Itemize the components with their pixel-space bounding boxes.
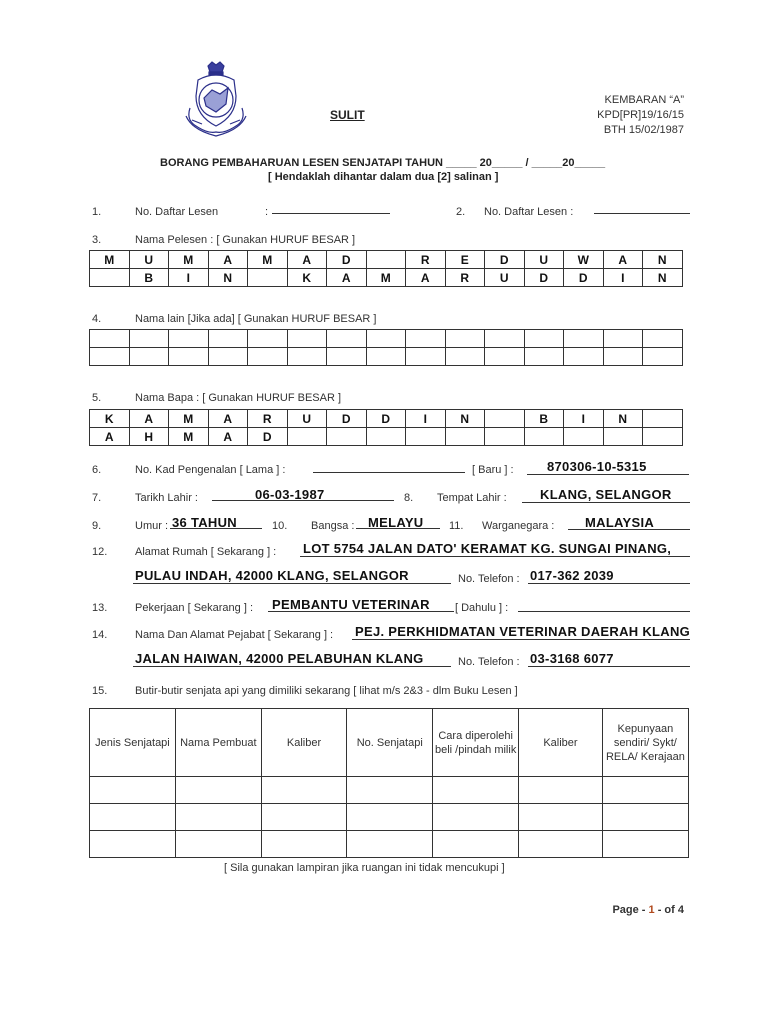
grid-cell: D (366, 410, 406, 428)
grid-row (90, 330, 683, 348)
grid-cell: W (564, 251, 604, 269)
grid-cell: U (524, 251, 564, 269)
grid-cell (90, 330, 130, 348)
previous-occupation-label: [ Dahulu ] : (455, 602, 509, 614)
column-header: Kaliber (519, 709, 603, 777)
grid-cell (366, 330, 406, 348)
table-cell[interactable] (261, 804, 347, 831)
grid-cell (366, 428, 406, 446)
table-cell[interactable] (261, 777, 347, 804)
field-number: 8. (404, 492, 414, 504)
grid-cell (445, 330, 485, 348)
grid-cell: A (287, 251, 327, 269)
grid-cell (564, 348, 604, 366)
table-cell[interactable] (433, 777, 519, 804)
field-number: 15. (92, 685, 108, 697)
grid-cell: I (169, 269, 209, 287)
table-row (90, 777, 689, 804)
office-address-line1: PEJ. PERKHIDMATAN VETERINAR DAERAH KLANG (355, 624, 691, 639)
grid-cell: M (169, 410, 209, 428)
home-phone-value: 017-362 2039 (530, 568, 614, 583)
birth-place-label: Tempat Lahir : (437, 492, 507, 504)
field-number: 6. (92, 464, 102, 476)
ic-old-label: No. Kad Pengenalan [ Lama ] : (135, 464, 286, 476)
grid-cell: N (643, 251, 683, 269)
column-header: Nama Pembuat (175, 709, 261, 777)
nationality-value: MALAYSIA (585, 515, 655, 530)
reference-date: BTH 15/02/1987 (603, 124, 684, 136)
grid-cell (366, 348, 406, 366)
birth-date-label: Tarikh Lahir : (135, 492, 198, 504)
grid-cell: M (169, 251, 209, 269)
grid-cell (287, 348, 327, 366)
form-subtitle: [ Hendaklah dihantar dalam dua [2] salinan ] (268, 171, 499, 183)
father-name-label: Nama Bapa : [ Gunakan HURUF BESAR ] (135, 392, 342, 404)
page-prefix: Page - (612, 904, 649, 916)
grid-cell (643, 410, 683, 428)
other-name-label: Nama lain [Jika ada] [ Gunakan HURUF BESAR ] (135, 313, 377, 325)
occupation-field[interactable] (268, 611, 454, 612)
grid-cell: B (524, 410, 564, 428)
occupation-value: PEMBANTU VETERINAR (272, 597, 430, 612)
grid-cell (327, 348, 367, 366)
grid-cell (248, 348, 288, 366)
ic-new-field[interactable] (527, 474, 689, 475)
birth-date-value: 06-03-1987 (255, 487, 325, 502)
grid-cell: I (603, 269, 643, 287)
page-indicator (612, 904, 684, 916)
copy-label: KEMBARAN “A” (604, 94, 684, 106)
grid-cell: D (327, 410, 367, 428)
grid-cell (208, 348, 248, 366)
column-header: Jenis Senjatapi (90, 709, 176, 777)
grid-cell (169, 348, 209, 366)
grid-cell (327, 330, 367, 348)
table-cell[interactable] (90, 777, 176, 804)
grid-cell: I (406, 410, 446, 428)
race-value: MELAYU (368, 515, 424, 530)
grid-cell: R (445, 269, 485, 287)
grid-cell: M (248, 251, 288, 269)
grid-cell (90, 269, 130, 287)
home-address-field-2[interactable] (133, 583, 451, 584)
home-address-label: Alamat Rumah [ Sekarang ] : (135, 546, 277, 558)
grid-cell: N (603, 410, 643, 428)
field-number: 5. (92, 392, 102, 404)
grid-cell: D (248, 428, 288, 446)
table-cell[interactable] (602, 804, 688, 831)
grid-cell: U (485, 269, 525, 287)
grid-cell (643, 330, 683, 348)
table-cell[interactable] (347, 831, 433, 858)
grid-cell: N (643, 269, 683, 287)
home-address-line2: PULAU INDAH, 42000 KLANG, SELANGOR (135, 568, 409, 583)
grid-cell (603, 330, 643, 348)
office-phone-value: 03-3168 6077 (530, 651, 614, 666)
table-cell[interactable] (261, 831, 347, 858)
reference-block (597, 93, 684, 138)
attachment-note: [ Sila gunakan lampiran jika ruangan ini tidak mencukupi ] (224, 862, 505, 874)
page-current: 1 (648, 904, 655, 916)
field-number: 13. (92, 602, 108, 614)
grid-cell: N (445, 410, 485, 428)
grid-cell (248, 330, 288, 348)
grid-cell (406, 428, 446, 446)
field-number: 11. (449, 520, 464, 532)
grid-cell (603, 428, 643, 446)
grid-cell (485, 428, 525, 446)
grid-cell (564, 428, 604, 446)
colon: : (265, 206, 269, 218)
grid-cell (485, 410, 525, 428)
table-cell[interactable] (90, 831, 176, 858)
father-name-grid[interactable] (89, 409, 683, 446)
age-label: Umur : (135, 520, 168, 532)
grid-cell (485, 348, 525, 366)
table-row (90, 831, 689, 858)
classification-label: SULIT (330, 108, 365, 122)
table-cell[interactable] (519, 804, 603, 831)
home-phone-field[interactable] (528, 583, 690, 584)
grid-cell: N (208, 269, 248, 287)
reference-code: KPD[PR]19/16/15 (597, 109, 684, 121)
table-cell[interactable] (90, 804, 176, 831)
table-cell[interactable] (347, 777, 433, 804)
field-number: 3. (92, 234, 102, 246)
nationality-label: Warganegara : (482, 520, 555, 532)
grid-cell: R (248, 410, 288, 428)
table-cell[interactable] (519, 831, 603, 858)
form-title: BORANG PEMBAHARUAN LESEN SENJATAPI TAHUN _____ 20_____ / _____20_____ (160, 157, 606, 169)
grid-cell: A (406, 269, 446, 287)
grid-cell (169, 330, 209, 348)
grid-cell (524, 330, 564, 348)
grid-cell (129, 330, 169, 348)
grid-row (90, 428, 683, 446)
office-address-label: Nama Dan Alamat Pejabat [ Sekarang ] : (135, 629, 334, 641)
table-cell[interactable] (602, 831, 688, 858)
other-name-grid[interactable] (89, 329, 683, 366)
field-number: 1. (92, 206, 102, 218)
birth-date-field[interactable] (212, 500, 394, 501)
occupation-label: Pekerjaan [ Sekarang ] : (135, 602, 254, 614)
license-register-label-2: No. Daftar Lesen : (484, 206, 574, 218)
grid-row (90, 348, 683, 366)
column-header: Kepunyaan sendiri/ Sykt/ RELA/ Kerajaan (602, 709, 688, 777)
ic-old-field[interactable] (313, 472, 465, 473)
grid-cell: H (129, 428, 169, 446)
grid-cell: K (90, 410, 130, 428)
grid-cell: K (287, 269, 327, 287)
grid-cell: A (208, 410, 248, 428)
grid-cell (287, 330, 327, 348)
grid-cell (208, 330, 248, 348)
birth-place-field[interactable] (522, 502, 690, 503)
race-field[interactable] (356, 528, 440, 529)
grid-cell: I (564, 410, 604, 428)
previous-occupation-field[interactable] (518, 611, 690, 612)
ic-new-label: [ Baru ] : (472, 464, 514, 476)
licensee-name-grid[interactable] (89, 250, 683, 287)
grid-row (90, 251, 683, 269)
table-cell[interactable] (519, 777, 603, 804)
table-cell[interactable] (602, 777, 688, 804)
license-register-field-2[interactable] (594, 213, 690, 214)
office-phone-field[interactable] (528, 666, 690, 667)
grid-cell: A (603, 251, 643, 269)
age-field[interactable] (170, 528, 262, 529)
column-header: Kaliber (261, 709, 347, 777)
grid-cell: R (406, 251, 446, 269)
field-number: 2. (456, 206, 466, 218)
grid-cell: A (208, 428, 248, 446)
grid-cell: D (524, 269, 564, 287)
grid-cell (643, 428, 683, 446)
page-suffix: - of 4 (654, 904, 684, 916)
table-cell[interactable] (347, 804, 433, 831)
grid-row (90, 269, 683, 287)
grid-cell: D (564, 269, 604, 287)
home-address-line1: LOT 5754 JALAN DATO' KERAMAT KG. SUNGAI PINANG, (303, 541, 672, 556)
age-value: 36 TAHUN (172, 515, 238, 530)
field-number: 4. (92, 313, 102, 325)
column-header: Cara diperolehi beli /pindah milik (433, 709, 519, 777)
nationality-field[interactable] (568, 529, 690, 530)
column-header: No. Senjatapi (347, 709, 433, 777)
grid-cell: U (129, 251, 169, 269)
table-header-row (90, 709, 689, 777)
grid-cell (90, 348, 130, 366)
office-address-line2: JALAN HAIWAN, 42000 PELABUHAN KLANG (135, 651, 424, 666)
grid-cell (406, 348, 446, 366)
grid-cell: A (129, 410, 169, 428)
ic-new-value: 870306-10-5315 (547, 459, 647, 474)
home-address-field-1[interactable] (300, 556, 690, 557)
grid-cell: A (208, 251, 248, 269)
race-label: Bangsa : (311, 520, 355, 532)
license-register-label: No. Daftar Lesen (135, 206, 219, 218)
grid-cell: D (327, 251, 367, 269)
office-phone-label: No. Telefon : (458, 656, 520, 668)
grid-cell (643, 348, 683, 366)
grid-cell (406, 330, 446, 348)
field-number: 12. (92, 546, 108, 558)
grid-cell (129, 348, 169, 366)
table-cell[interactable] (175, 777, 261, 804)
grid-cell: D (485, 251, 525, 269)
grid-cell (287, 428, 327, 446)
home-phone-label: No. Telefon : (458, 573, 520, 585)
grid-cell (327, 428, 367, 446)
license-register-field[interactable] (272, 213, 390, 214)
grid-cell (445, 348, 485, 366)
grid-cell (366, 251, 406, 269)
grid-row (90, 410, 683, 428)
office-address-field-1[interactable] (352, 639, 690, 640)
table-cell[interactable] (433, 804, 519, 831)
firearms-label: Butir-butir senjata api yang dimiliki sekarang [ lihat m/s 2&3 - dlm Buku Lesen ] (135, 685, 518, 697)
grid-cell (524, 348, 564, 366)
grid-cell (524, 428, 564, 446)
licensee-name-label: Nama Pelesen : [ Gunakan HURUF BESAR ] (135, 234, 356, 246)
table-cell[interactable] (175, 804, 261, 831)
birth-place-value: KLANG, SELANGOR (540, 487, 672, 502)
grid-cell (248, 269, 288, 287)
field-number: 7. (92, 492, 102, 504)
grid-cell: A (90, 428, 130, 446)
grid-cell: M (169, 428, 209, 446)
grid-cell (445, 428, 485, 446)
grid-cell: E (445, 251, 485, 269)
field-number: 9. (92, 520, 102, 532)
table-row (90, 804, 689, 831)
grid-cell: M (90, 251, 130, 269)
grid-cell (603, 348, 643, 366)
grid-cell (564, 330, 604, 348)
police-crest-logo (178, 60, 254, 138)
grid-cell: B (129, 269, 169, 287)
firearms-table (89, 708, 689, 858)
field-number: 14. (92, 629, 108, 641)
office-address-field-2[interactable] (133, 666, 451, 667)
grid-cell: M (366, 269, 406, 287)
grid-cell: A (327, 269, 367, 287)
table-cell[interactable] (433, 831, 519, 858)
grid-cell (485, 330, 525, 348)
table-cell[interactable] (175, 831, 261, 858)
grid-cell: U (287, 410, 327, 428)
field-number: 10. (272, 520, 288, 532)
